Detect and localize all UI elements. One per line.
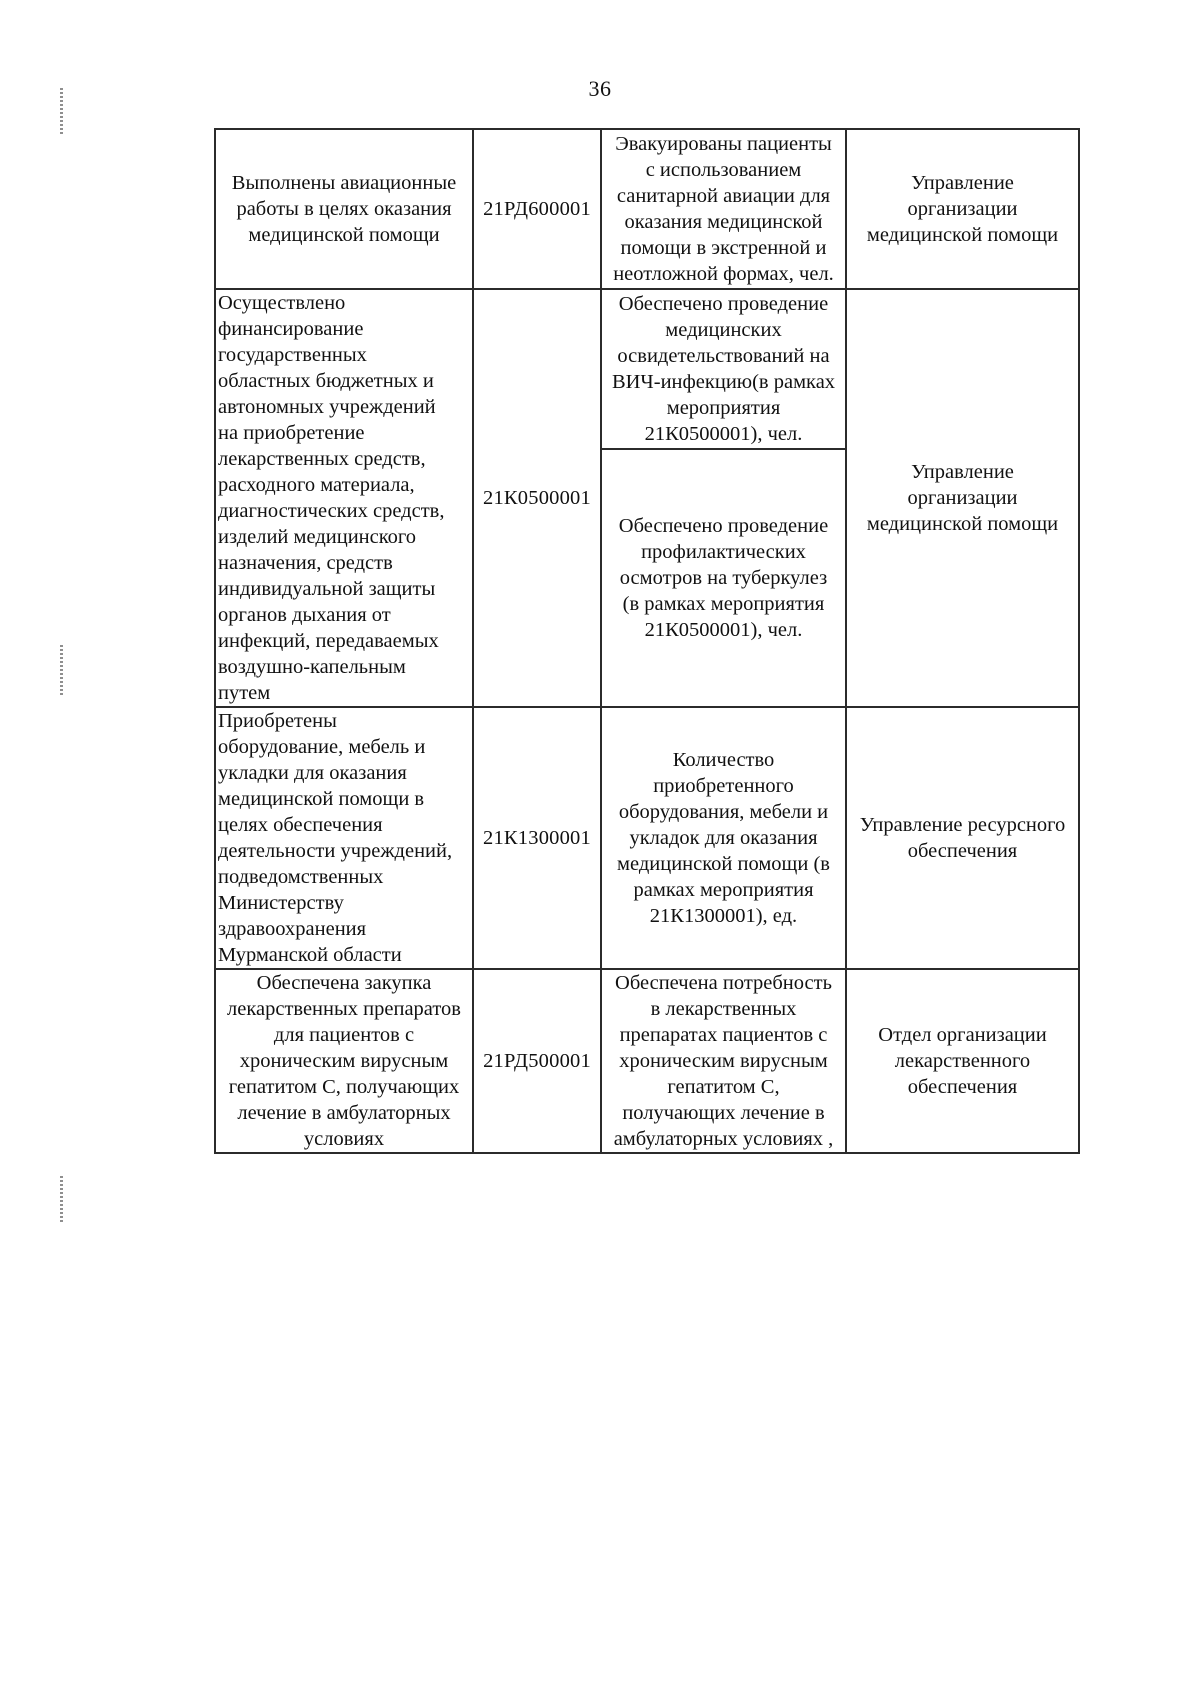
table-row	[215, 707, 1079, 969]
indicator-cell: Обеспечена потребность в лекарственных препаратах пациентов с хроническим вирусным гепатитом С, получающих лечение в амбулаторных условиях ,	[601, 969, 846, 1153]
result-cell: Осуществлено финансирование государственных областных бюджетных и автономных учреждений на приобретение лекарственных средств, расходного материала, диагностических средств, изделий медицинского назначения, средств индивидуальной защиты органов дыхания от инфекций, передаваемых воздушно-капельным путем	[215, 289, 473, 707]
scan-artifact-mark	[60, 1176, 63, 1224]
result-cell: Обеспечена закупка лекарственных препаратов для пациентов с хроническим вирусным гепатитом С, получающих лечение в амбулаторных условиях	[215, 969, 473, 1153]
scan-artifact-mark	[60, 88, 63, 134]
indicator-cell: Обеспечено проведение профилактических осмотров на туберкулез (в рамках мероприятия 21К0500001), чел.	[601, 449, 846, 707]
indicator-cell: Обеспечено проведение медицинских освидетельствований на ВИЧ-инфекцию(в рамках мероприятия 21К0500001), чел.	[601, 289, 846, 449]
result-cell: Выполнены авиационные работы в целях оказания медицинской помощи	[215, 129, 473, 289]
code-cell: 21РД600001	[473, 129, 601, 289]
code-cell: 21К1300001	[473, 707, 601, 969]
indicator-cell: Эвакуированы пациенты с использованием санитарной авиации для оказания медицинской помощи в экстренной и неотложной формах, чел.	[601, 129, 846, 289]
responsible-cell: Управление ресурсного обеспечения	[846, 707, 1079, 969]
code-cell: 21К0500001	[473, 289, 601, 707]
responsible-cell: Управление организации медицинской помощи	[846, 129, 1079, 289]
table-row	[215, 289, 1079, 449]
program-measures-table	[214, 128, 1080, 1154]
table-row	[215, 969, 1079, 1153]
code-cell: 21РД500001	[473, 969, 601, 1153]
responsible-cell: Отдел организации лекарственного обеспечения	[846, 969, 1079, 1153]
result-cell: Приобретены оборудование, мебель и укладки для оказания медицинской помощи в целях обеспечения деятельности учреждений, подведомственных Министерству здравоохранения Мурманской области	[215, 707, 473, 969]
scan-artifact-mark	[60, 645, 63, 697]
page-number: 36	[588, 76, 612, 101]
indicator-cell: Количество приобретенного оборудования, мебели и укладок для оказания медицинской помощи (в рамках мероприятия 21К1300001), ед.	[601, 707, 846, 969]
responsible-cell: Управление организации медицинской помощи	[846, 289, 1079, 707]
table-row	[215, 129, 1079, 289]
